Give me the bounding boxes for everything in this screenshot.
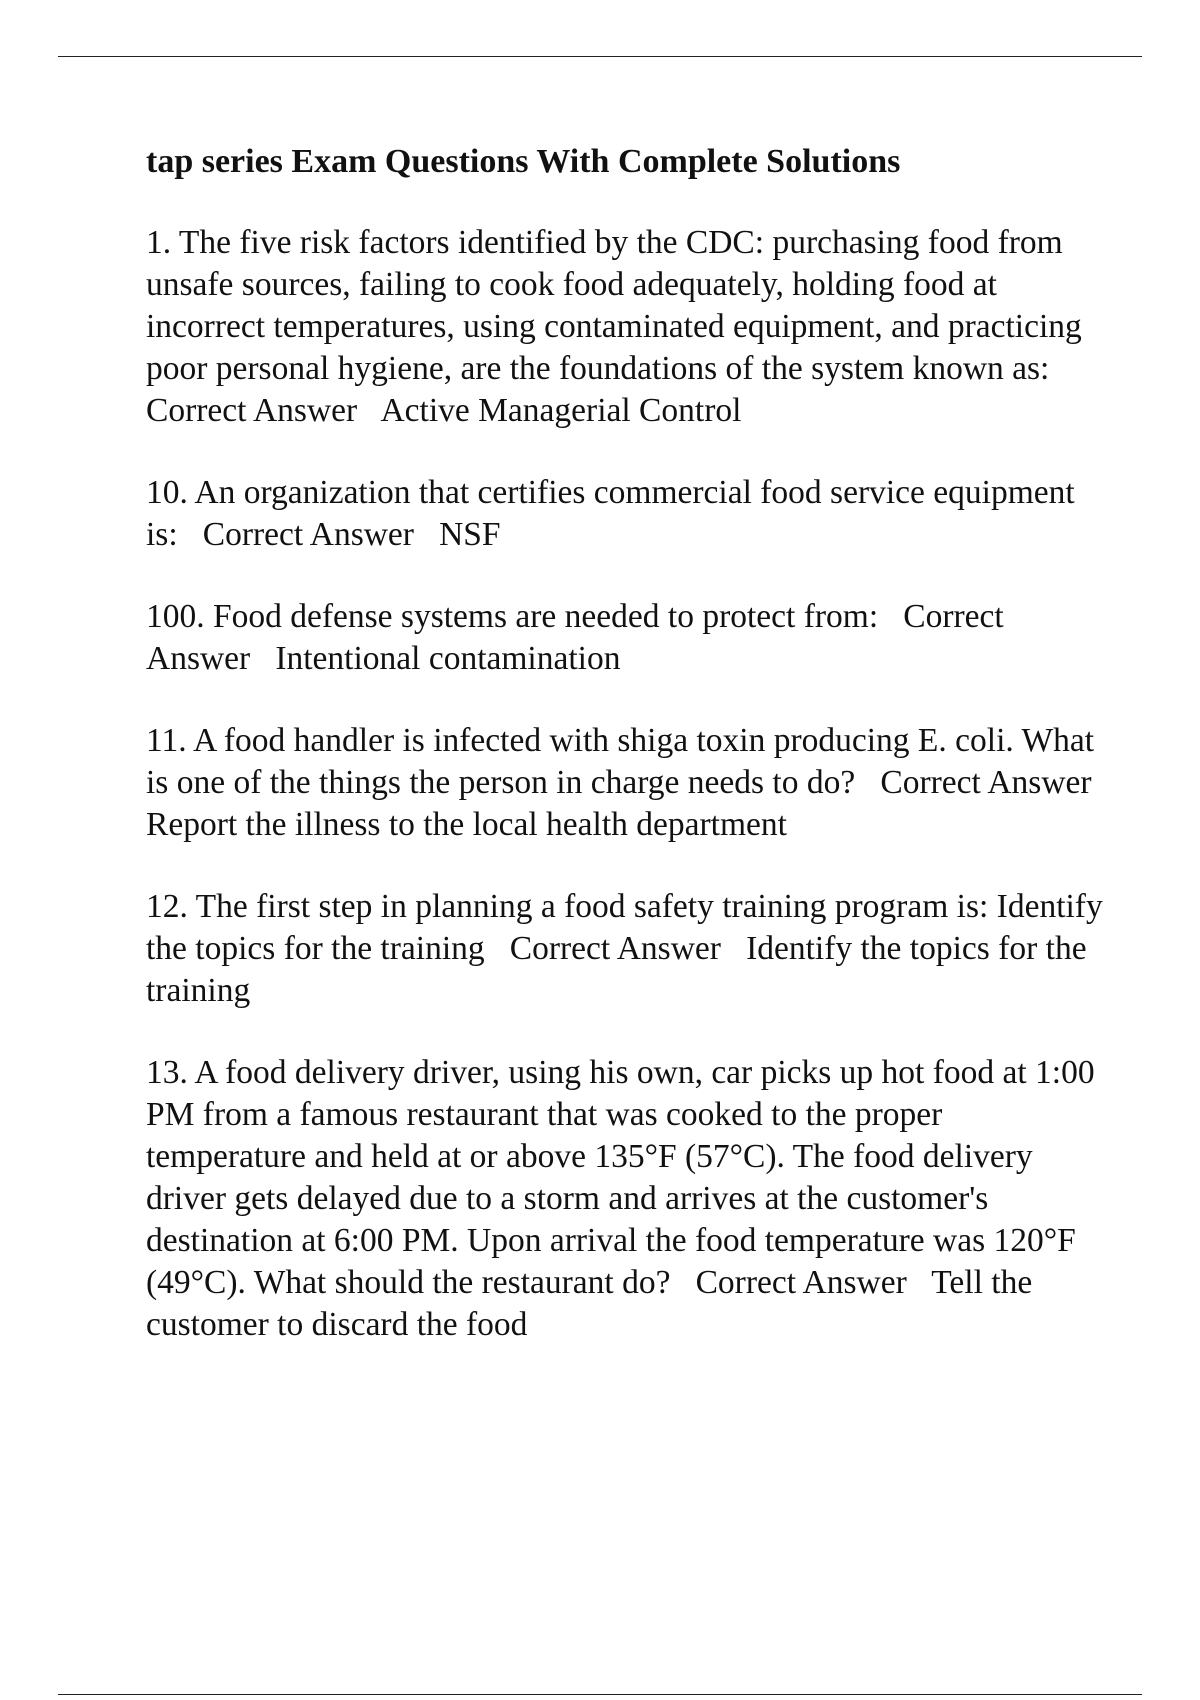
- answer-label: Correct Answer: [695, 1264, 907, 1301]
- answer-text: Report the illness to the local health department: [146, 806, 787, 843]
- answer-text: Active Managerial Control: [380, 392, 742, 429]
- question-text: 1. The five risk factors identified by the CDC: purchasing food from unsafe sources, failing to cook food adequately, holding food at incorrect temperatures, using contaminated equipment, and practicing poor personal hygiene, are the foundations of the system known as:: [146, 224, 1091, 387]
- qa-item: [146, 1052, 1106, 1346]
- qa-item: [146, 472, 1106, 556]
- header-rule: [58, 56, 1142, 57]
- answer-text: Identify the topics for the training: [146, 930, 1095, 1009]
- answer-label: Correct Answer: [146, 598, 1011, 677]
- qa-item: [146, 596, 1106, 680]
- answer-label: Correct Answer: [880, 764, 1092, 801]
- document-body: [146, 140, 1112, 1386]
- question-text: 100. Food defense systems are needed to protect from:: [146, 598, 879, 635]
- qa-item: [146, 886, 1112, 1012]
- question-text: 12. The first step in planning a food safety training program is: Identify the topics for the training: [146, 888, 1112, 967]
- answer-label: Correct Answer: [509, 930, 721, 967]
- question-text: 10. An organization that certifies commercial food service equipment is:: [146, 474, 1084, 553]
- question-text: 11. A food handler is infected with shiga toxin producing E. coli. What is one of the things the person in charge needs to do?: [146, 722, 1103, 801]
- answer-text: NSF: [439, 516, 501, 553]
- qa-item: [146, 222, 1106, 432]
- question-text: 13. A food delivery driver, using his own, car picks up hot food at 1:00 PM from a famous restaurant that was cooked to the proper temperature and held at or above 135°F (57°C). The food delivery driver gets delayed due to a storm and arrives at the customer's destination at 6:00 PM. Upon arrival the food temperature was 120°F (49°C). What should the restaurant do?: [146, 1054, 1103, 1301]
- answer-label: Correct Answer: [146, 392, 358, 429]
- document-title: tap series Exam Questions With Complete Solutions: [146, 143, 901, 180]
- qa-item: [146, 720, 1106, 846]
- answer-label: Correct Answer: [202, 516, 414, 553]
- footer-rule: [58, 1694, 1142, 1695]
- answer-text: Tell the customer to discard the food: [146, 1264, 1041, 1343]
- answer-text: Intentional contamination: [275, 640, 621, 677]
